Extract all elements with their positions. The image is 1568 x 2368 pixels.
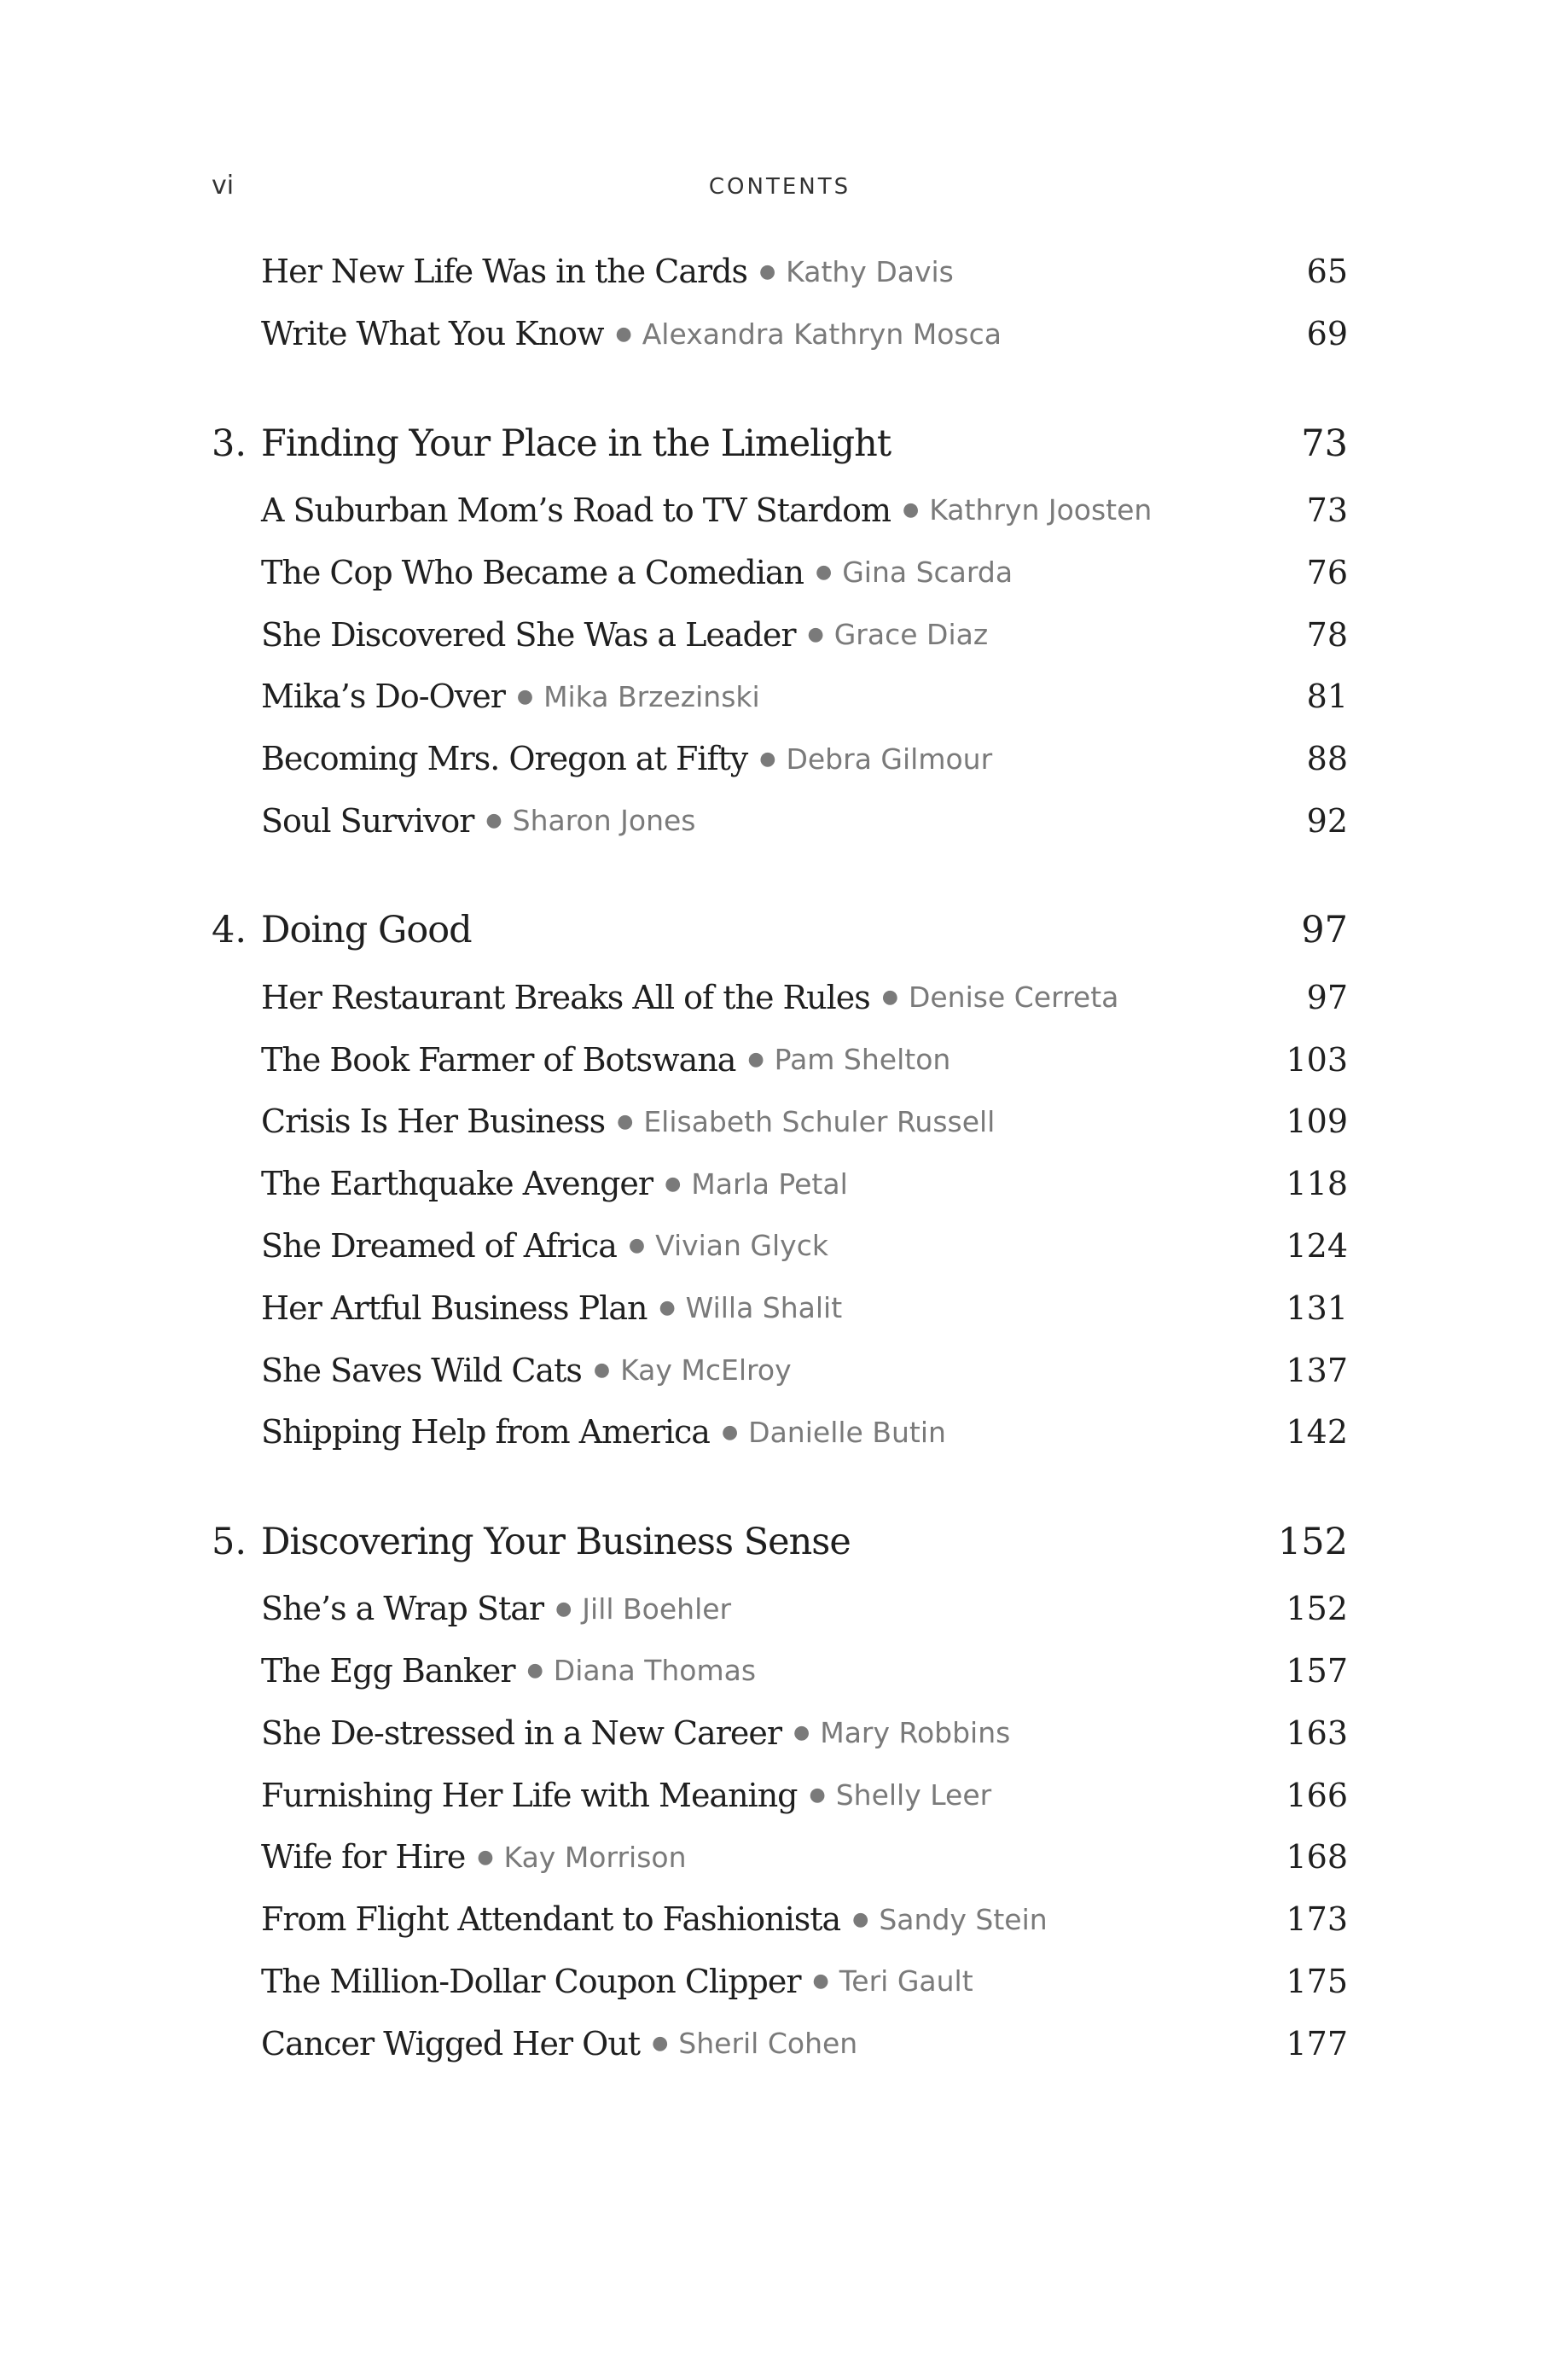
- bullet-separator-icon: ●: [659, 1297, 676, 1319]
- entry-title: Write What You Know: [261, 315, 604, 353]
- entry-page-number: 175: [1286, 1962, 1348, 2000]
- entry-title: She Dreamed of Africa: [261, 1226, 617, 1265]
- bullet-separator-icon: ●: [758, 260, 776, 282]
- bullet-separator-icon: ●: [665, 1172, 682, 1195]
- bullet-separator-icon: ●: [852, 1908, 869, 1930]
- bullet-separator-icon: ●: [485, 810, 502, 832]
- chapter-page-number: 97: [1301, 909, 1348, 952]
- entry-page-number: 157: [1286, 1651, 1348, 1690]
- toc-entry: [212, 1826, 1348, 1888]
- entry-page-number: 177: [1286, 2024, 1348, 2063]
- entry-page-number: 118: [1286, 1165, 1348, 1203]
- entry-title: Cancer Wigged Her Out: [261, 2024, 641, 2063]
- toc-entry: [212, 1401, 1348, 1463]
- entry-page-number: 168: [1286, 1838, 1348, 1876]
- entry-author: Jill Boehler: [582, 1591, 732, 1626]
- entry-author: Gina Scarda: [842, 556, 1013, 590]
- entry-author: Mary Robbins: [820, 1716, 1011, 1750]
- entry-author: Grace Diaz: [833, 618, 989, 652]
- entry-title: Her Restaurant Breaks All of the Rules: [261, 978, 870, 1016]
- entry-page-number: 92: [1306, 801, 1348, 840]
- toc-section-chapter-3: [212, 408, 1348, 852]
- toc-entry: [212, 480, 1348, 542]
- entry-title: Furnishing Her Life with Meaning: [261, 1776, 798, 1814]
- entry-title: The Egg Banker: [261, 1651, 515, 1690]
- bullet-separator-icon: ●: [816, 561, 833, 584]
- chapter-heading: [212, 1506, 1348, 1578]
- toc-section-chapter-4: [212, 894, 1348, 1463]
- toc-entry: [212, 966, 1348, 1028]
- entry-page-number: 97: [1306, 978, 1348, 1016]
- entry-title: A Suburban Mom’s Road to TV Stardom: [261, 491, 891, 529]
- entry-page-number: 81: [1306, 678, 1348, 716]
- entry-author: Sandy Stein: [879, 1902, 1048, 1936]
- entry-title: Becoming Mrs. Oregon at Fifty: [261, 740, 748, 778]
- toc-entry: [212, 1764, 1348, 1826]
- toc-entry: [212, 1339, 1348, 1401]
- entry-title: The Earthquake Avenger: [261, 1165, 653, 1203]
- entry-author: Denise Cerreta: [908, 980, 1119, 1015]
- bullet-separator-icon: ●: [807, 624, 824, 646]
- toc-entry: [212, 1578, 1348, 1640]
- toc-entry: [212, 241, 1348, 303]
- entry-page-number: 65: [1306, 253, 1348, 291]
- entry-title: She De-stressed in a New Career: [261, 1713, 782, 1752]
- entry-page-number: 109: [1286, 1103, 1348, 1141]
- bullet-separator-icon: ●: [809, 1784, 826, 1807]
- bullet-separator-icon: ●: [793, 1722, 810, 1744]
- toc-entry: [212, 541, 1348, 603]
- entry-author: Elisabeth Schuler Russell: [643, 1104, 996, 1138]
- toc-entry: [212, 1091, 1348, 1153]
- entry-page-number: 173: [1286, 1900, 1348, 1939]
- entry-title: Crisis Is Her Business: [261, 1103, 606, 1141]
- entry-author: Kathy Davis: [786, 254, 954, 288]
- table-of-contents: [212, 241, 1348, 2074]
- entry-author: Sheril Cohen: [678, 2027, 858, 2061]
- toc-entry: [212, 1640, 1348, 1702]
- chapter-heading: [212, 408, 1348, 480]
- bullet-separator-icon: ●: [652, 2033, 669, 2055]
- toc-entry: [212, 2012, 1348, 2074]
- entry-author: Kathryn Joosten: [929, 493, 1153, 527]
- running-head-label: CONTENTS: [708, 174, 851, 200]
- bullet-separator-icon: ●: [615, 323, 632, 345]
- entry-title: Her New Life Was in the Cards: [261, 253, 747, 291]
- toc-entry: [212, 603, 1348, 666]
- toc-entry: [212, 1702, 1348, 1764]
- entry-title: The Million-Dollar Coupon Clipper: [261, 1962, 801, 2000]
- entry-title: Her Artful Business Plan: [261, 1289, 648, 1327]
- entry-author: Vivian Glyck: [655, 1229, 828, 1263]
- bullet-separator-icon: ●: [812, 1970, 829, 1993]
- bullet-separator-icon: ●: [593, 1359, 611, 1382]
- toc-entry: [212, 1153, 1348, 1215]
- entry-author: Shelly Leer: [835, 1778, 992, 1812]
- entry-author: Marla Petal: [691, 1167, 848, 1201]
- entry-author: Debra Gilmour: [786, 742, 993, 776]
- toc-entry: [212, 666, 1348, 728]
- entry-title: The Cop Who Became a Comedian: [261, 553, 804, 591]
- toc-entry: [212, 1951, 1348, 2013]
- entry-title: She’s a Wrap Star: [261, 1590, 544, 1628]
- bullet-separator-icon: ●: [555, 1597, 572, 1620]
- entry-title: Wife for Hire: [261, 1838, 466, 1876]
- chapter-heading: [212, 894, 1348, 966]
- entry-author: Alexandra Kathryn Mosca: [642, 317, 1002, 351]
- chapter-page-number: 73: [1301, 422, 1348, 465]
- entry-page-number: 137: [1286, 1351, 1348, 1389]
- toc-entry: [212, 1028, 1348, 1091]
- toc-section-chapter-5: [212, 1506, 1348, 2074]
- entry-title: Mika’s Do-Over: [261, 678, 505, 716]
- entry-page-number: 78: [1306, 615, 1348, 654]
- entry-title: Soul Survivor: [261, 801, 474, 840]
- entry-author: Danielle Butin: [748, 1415, 946, 1449]
- entry-page-number: 103: [1286, 1040, 1348, 1079]
- entry-page-number: 152: [1286, 1590, 1348, 1628]
- toc-entry: [212, 303, 1348, 365]
- bullet-separator-icon: ●: [516, 685, 534, 707]
- chapter-number: 4.: [212, 909, 247, 952]
- toc-entry: [212, 790, 1348, 852]
- entry-page-number: 76: [1306, 553, 1348, 591]
- entry-page-number: 73: [1306, 491, 1348, 529]
- chapter-title: Discovering Your Business Sense: [261, 1520, 851, 1563]
- bullet-separator-icon: ●: [721, 1421, 739, 1443]
- bullet-separator-icon: ●: [747, 1049, 764, 1071]
- running-head: [212, 171, 1348, 212]
- toc-entry: [212, 1277, 1348, 1339]
- bullet-separator-icon: ●: [617, 1110, 634, 1132]
- entry-author: Sharon Jones: [512, 804, 696, 838]
- bullet-separator-icon: ●: [759, 748, 776, 770]
- entry-title: From Flight Attendant to Fashionista: [261, 1900, 841, 1939]
- toc-entry: [212, 728, 1348, 790]
- chapter-number: 3.: [212, 422, 247, 465]
- entry-author: Pam Shelton: [774, 1043, 951, 1077]
- bullet-separator-icon: ●: [881, 986, 898, 1009]
- entry-author: Kay McElroy: [620, 1353, 792, 1388]
- entry-author: Willa Shalit: [685, 1291, 843, 1325]
- bullet-separator-icon: ●: [903, 499, 920, 521]
- chapter-title: Finding Your Place in the Limelight: [261, 422, 891, 465]
- bullet-separator-icon: ●: [526, 1660, 543, 1682]
- entry-title: She Discovered She Was a Leader: [261, 615, 796, 654]
- entry-title: The Book Farmer of Botswana: [261, 1040, 736, 1079]
- entry-page-number: 163: [1286, 1713, 1348, 1752]
- entry-page-number: 142: [1286, 1413, 1348, 1452]
- chapter-page-number: 152: [1277, 1520, 1348, 1563]
- toc-section-continued: [212, 241, 1348, 365]
- bullet-separator-icon: ●: [628, 1235, 646, 1257]
- entry-page-number: 124: [1286, 1226, 1348, 1265]
- entry-author: Mika Brzezinski: [543, 679, 760, 713]
- bullet-separator-icon: ●: [477, 1846, 494, 1868]
- toc-entry: [212, 1215, 1348, 1277]
- entry-author: Kay Morrison: [503, 1840, 687, 1874]
- entry-title: Shipping Help from America: [261, 1413, 710, 1452]
- page-folio: vi: [212, 171, 235, 201]
- entry-author: Diana Thomas: [553, 1654, 757, 1688]
- entry-page-number: 131: [1286, 1289, 1348, 1327]
- chapter-number: 5.: [212, 1520, 247, 1563]
- entry-page-number: 166: [1286, 1776, 1348, 1814]
- entry-page-number: 69: [1306, 315, 1348, 353]
- entry-page-number: 88: [1306, 740, 1348, 778]
- entry-title: She Saves Wild Cats: [261, 1351, 582, 1389]
- chapter-title: Doing Good: [261, 909, 472, 952]
- entry-author: Teri Gault: [839, 1964, 973, 1999]
- toc-entry: [212, 1888, 1348, 1951]
